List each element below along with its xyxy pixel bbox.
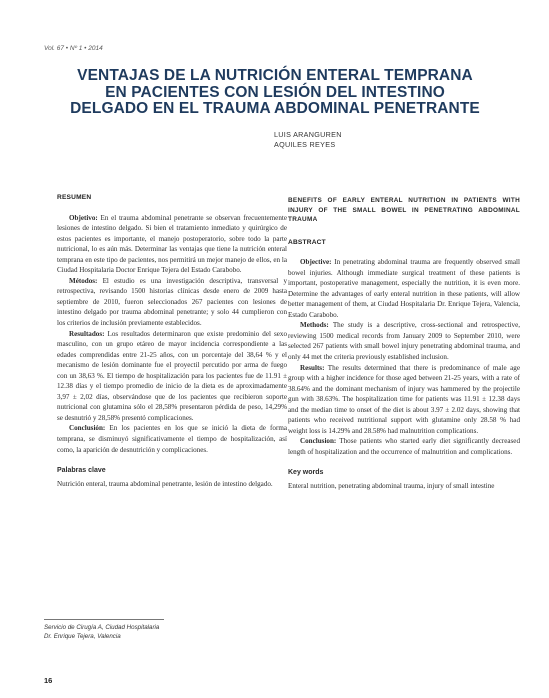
title-line: DELGADO EN EL TRAUMA ABDOMINAL PENETRANTE <box>70 100 480 117</box>
resumen-paragraph: Conclusión: En los pacientes en los que se inició la dieta de forma temprana, se disminuyó significativamente el tiempo de hospitalización, así como, la aparición de desnutrición y complicaciones. <box>57 424 287 454</box>
palabras-clave-heading: Palabras clave <box>57 467 106 475</box>
article-title <box>30 68 520 118</box>
title-line: EN PACIENTES CON LESIÓN DEL INTESTINO <box>105 83 445 101</box>
author-name: LUIS ARANGUREN <box>274 130 342 139</box>
footnote-line: Servicio de Cirugía A, Ciudad Hospitalaria <box>44 624 160 631</box>
abstract-paragraph: Objective: In penetrating abdominal trauma are frequently observed small bowel injuries. Although immediate surgical treatment of these patients is important, postoperative management, especially the nutrition, it is even more. Determine the advantages of early enteral nutrition in these patients, will allow better management of them, at Ciudad Hospitalaria Dr. Enrique Tejera, Valencia, Estado Carabobo. <box>288 258 520 319</box>
abstract-paragraph: Methods: The study is a descriptive, cross-sectional and retrospective, reviewing 1500 medical records from January 2009 to September 2010, were selected 267 patients with small bowel injury penetrating abdominal trauma, and only 44 met the criteria previously established inclusion. <box>288 321 520 361</box>
title-line: VENTAJAS DE LA NUTRICIÓN ENTERAL TEMPRANA <box>77 67 473 84</box>
palabras-clave-section <box>57 466 287 489</box>
footnote-line: Dr. Enrique Tejera, Valencia <box>44 632 121 640</box>
palabras-clave-text: Nutrición enteral, trauma abdominal penetrante, lesión de intestino delgado. <box>57 479 273 488</box>
resumen-paragraph: Métodos: El estudio es una investigación descriptiva, transversal y retrospectiva, revisando 1500 historias clínicas desde enero de 2009 hasta septiembre de 2010, fueron seleccionados 267 pacientes con lesiones de intestino delgado por trauma abdominal penetrante; y solo 44 cumplieron con los criterios de inclusión previamente establecidos. <box>57 276 287 328</box>
resumen-heading: RESUMEN <box>57 194 92 201</box>
author-list <box>274 130 342 150</box>
keywords-text: Enteral nutrition, penetrating abdominal trauma, injury of small intestine <box>288 481 495 490</box>
keywords-heading: Key words <box>288 469 324 477</box>
volume-header: Vol. 67 • Nº 1 • 2014 <box>44 45 103 52</box>
resumen-paragraph: Resultados: Los resultados determinaron que existe predominio del sexo masculino, con un grupo etáreo de mayor incidencia correspondiente a las edades comprendidas entre 21-25 años, con un porcentaje del 38,64 % y el mecanismo de lesión dominante fue el proyectil percutido por arma de fuego con un 38,63 %. El tiempo de hospitalización para los pacientes fue de 11.91 ± 12.38 días y el tiempo promedio de inicio de la dieta es de aproximadamente 3,97 ± 2,02 días, observándose que de los pacientes que recibieron soporte nutricional con glutamina sólo el 28,58% presentaron pérdida de peso, 14,29% se desnutrió y 28,58% presentó complicaciones. <box>57 329 287 422</box>
keywords-section <box>288 468 520 491</box>
abstract-paragraph: Results: The results determined that there is predominance of male age group with a higher incidence for those aged between 21-25 years, with a rate of 38.64% and the dominant mechanism of injury was hammered by the projectile gun with 38.63%. The hospitalization time for patients was 11.91 ± 12.38 days and the median time to onset of the diet is about 3.97 ± 2.02 days, showing that patients who received nutritional support with glutamine only 28.58 % had weight loss is 14.29% and 28.58% had malnutrition complications. <box>288 363 520 435</box>
footnote-divider <box>44 619 164 620</box>
resumen-paragraph: Objetivo: En el trauma abdominal penetrante se observan frecuentemente lesiones de intestino delgado. Si bien el tratamiento inmediato y quirúrgico de estos pacientes es importante, el manejo postoperatorio, sobre todo la parte nutricional, lo es aún más. Determinar las ventajas que tiene la nutrición enteral temprana en este tipo de pacientes, nos permitirá un mejor manejo de ellos, en la Ciudad Hospitalaria Doctor Enrique Tejera del Estado Carabobo. <box>57 213 287 275</box>
abstract-paragraph: Conclusion: Those patients who started early diet significantly decreased length of hospitalization and the occurrence of malnutrition and complications. <box>288 437 520 456</box>
author-name: AQUILES REYES <box>274 140 336 149</box>
page-number: 16 <box>44 676 53 685</box>
english-title: BENEFITS OF EARLY ENTERAL NUTRITION IN PATIENTS WITH INJURY OF THE SMALL BOWEL IN PENETRATING ABDOMINAL TRAUMA <box>288 197 520 223</box>
abstract-column <box>288 196 520 492</box>
abstract-heading: ABSTRACT <box>288 238 326 246</box>
affiliation-footnote <box>44 624 159 641</box>
resumen-column <box>57 193 287 489</box>
